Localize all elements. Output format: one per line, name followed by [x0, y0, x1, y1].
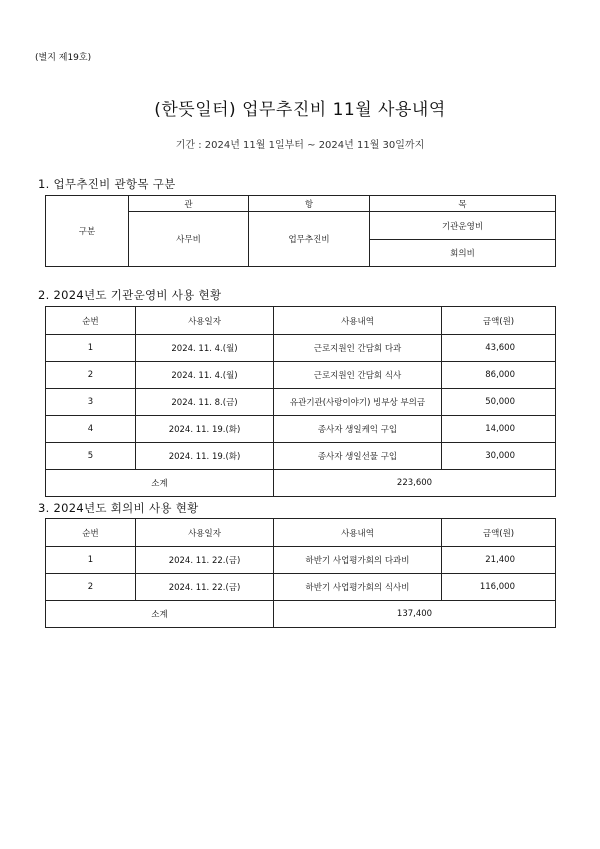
- header-gubun: 구분: [46, 196, 129, 267]
- section1-heading: 1. 업무추진비 관항목 구분: [38, 177, 176, 191]
- row-desc: 종사자 생일케익 구입: [274, 416, 442, 443]
- subtotal-label: 소계: [46, 470, 274, 497]
- row-date: 2024. 11. 22.(금): [136, 574, 274, 601]
- row-date: 2024. 11. 19.(화): [136, 416, 274, 443]
- row-desc: 하반기 사업평가회의 다과비: [274, 547, 442, 574]
- section2-heading: 2. 2024년도 기관운영비 사용 현황: [38, 288, 222, 302]
- row-date: 2024. 11. 4.(월): [136, 335, 274, 362]
- row-no: 1: [46, 547, 136, 574]
- col-header: 사용일자: [136, 519, 274, 547]
- row-date: 2024. 11. 8.(금): [136, 389, 274, 416]
- col-header: 순번: [46, 519, 136, 547]
- row-desc: 유관기관(사랑이야기) 빙부상 부의금: [274, 389, 442, 416]
- row-amount: 21,400: [442, 547, 556, 574]
- section3-heading: 3. 2024년도 회의비 사용 현황: [38, 501, 199, 515]
- header-mok: 목: [370, 196, 556, 212]
- header-hang: 항: [249, 196, 370, 212]
- subtotal-row: [46, 470, 556, 497]
- row-no: 2: [46, 362, 136, 389]
- row-desc: 근로지원인 간담회 식사: [274, 362, 442, 389]
- row-amount: 43,600: [442, 335, 556, 362]
- header-gwan: 관: [129, 196, 249, 212]
- row-desc: 하반기 사업평가회의 식사비: [274, 574, 442, 601]
- value-gwan: 사무비: [129, 212, 249, 267]
- form-number: (별지 제19호): [35, 53, 92, 63]
- subtotal-row: [46, 601, 556, 628]
- col-header: 금액(원): [442, 519, 556, 547]
- row-no: 5: [46, 443, 136, 470]
- page-title: (한뜻일터) 업무추진비 11월 사용내역: [154, 100, 446, 120]
- row-desc: 근로지원인 간담회 다과: [274, 335, 442, 362]
- table-header-row: [46, 307, 556, 335]
- value-mok-2: 회의비: [370, 240, 556, 267]
- meeting-expense-table: [45, 518, 556, 628]
- col-header: 금액(원): [442, 307, 556, 335]
- row-amount: 30,000: [442, 443, 556, 470]
- row-amount: 116,000: [442, 574, 556, 601]
- row-amount: 86,000: [442, 362, 556, 389]
- account-classification-table: [45, 195, 556, 267]
- col-header: 사용내역: [274, 519, 442, 547]
- subtotal-label: 소계: [46, 601, 274, 628]
- row-date: 2024. 11. 19.(화): [136, 443, 274, 470]
- operating-expense-table: [45, 306, 556, 497]
- table-row: [46, 389, 556, 416]
- table-row: [46, 443, 556, 470]
- row-no: 2: [46, 574, 136, 601]
- subtotal-amount: 223,600: [274, 470, 556, 497]
- row-date: 2024. 11. 22.(금): [136, 547, 274, 574]
- row-desc: 종사자 생일선물 구입: [274, 443, 442, 470]
- row-no: 1: [46, 335, 136, 362]
- period-text: 기간 : 2024년 11월 1일부터 ~ 2024년 11월 30일까지: [175, 140, 425, 151]
- value-hang: 업무추진비: [249, 212, 370, 267]
- table-row: [46, 362, 556, 389]
- table-row: [46, 416, 556, 443]
- subtotal-amount: 137,400: [274, 601, 556, 628]
- col-header: 사용내역: [274, 307, 442, 335]
- row-no: 3: [46, 389, 136, 416]
- table-header-row: [46, 519, 556, 547]
- col-header: 사용일자: [136, 307, 274, 335]
- col-header: 순번: [46, 307, 136, 335]
- row-amount: 14,000: [442, 416, 556, 443]
- table-row: [46, 574, 556, 601]
- row-amount: 50,000: [442, 389, 556, 416]
- value-mok-1: 기관운영비: [370, 212, 556, 240]
- table-row: [46, 547, 556, 574]
- row-no: 4: [46, 416, 136, 443]
- table-row: [46, 335, 556, 362]
- row-date: 2024. 11. 4.(월): [136, 362, 274, 389]
